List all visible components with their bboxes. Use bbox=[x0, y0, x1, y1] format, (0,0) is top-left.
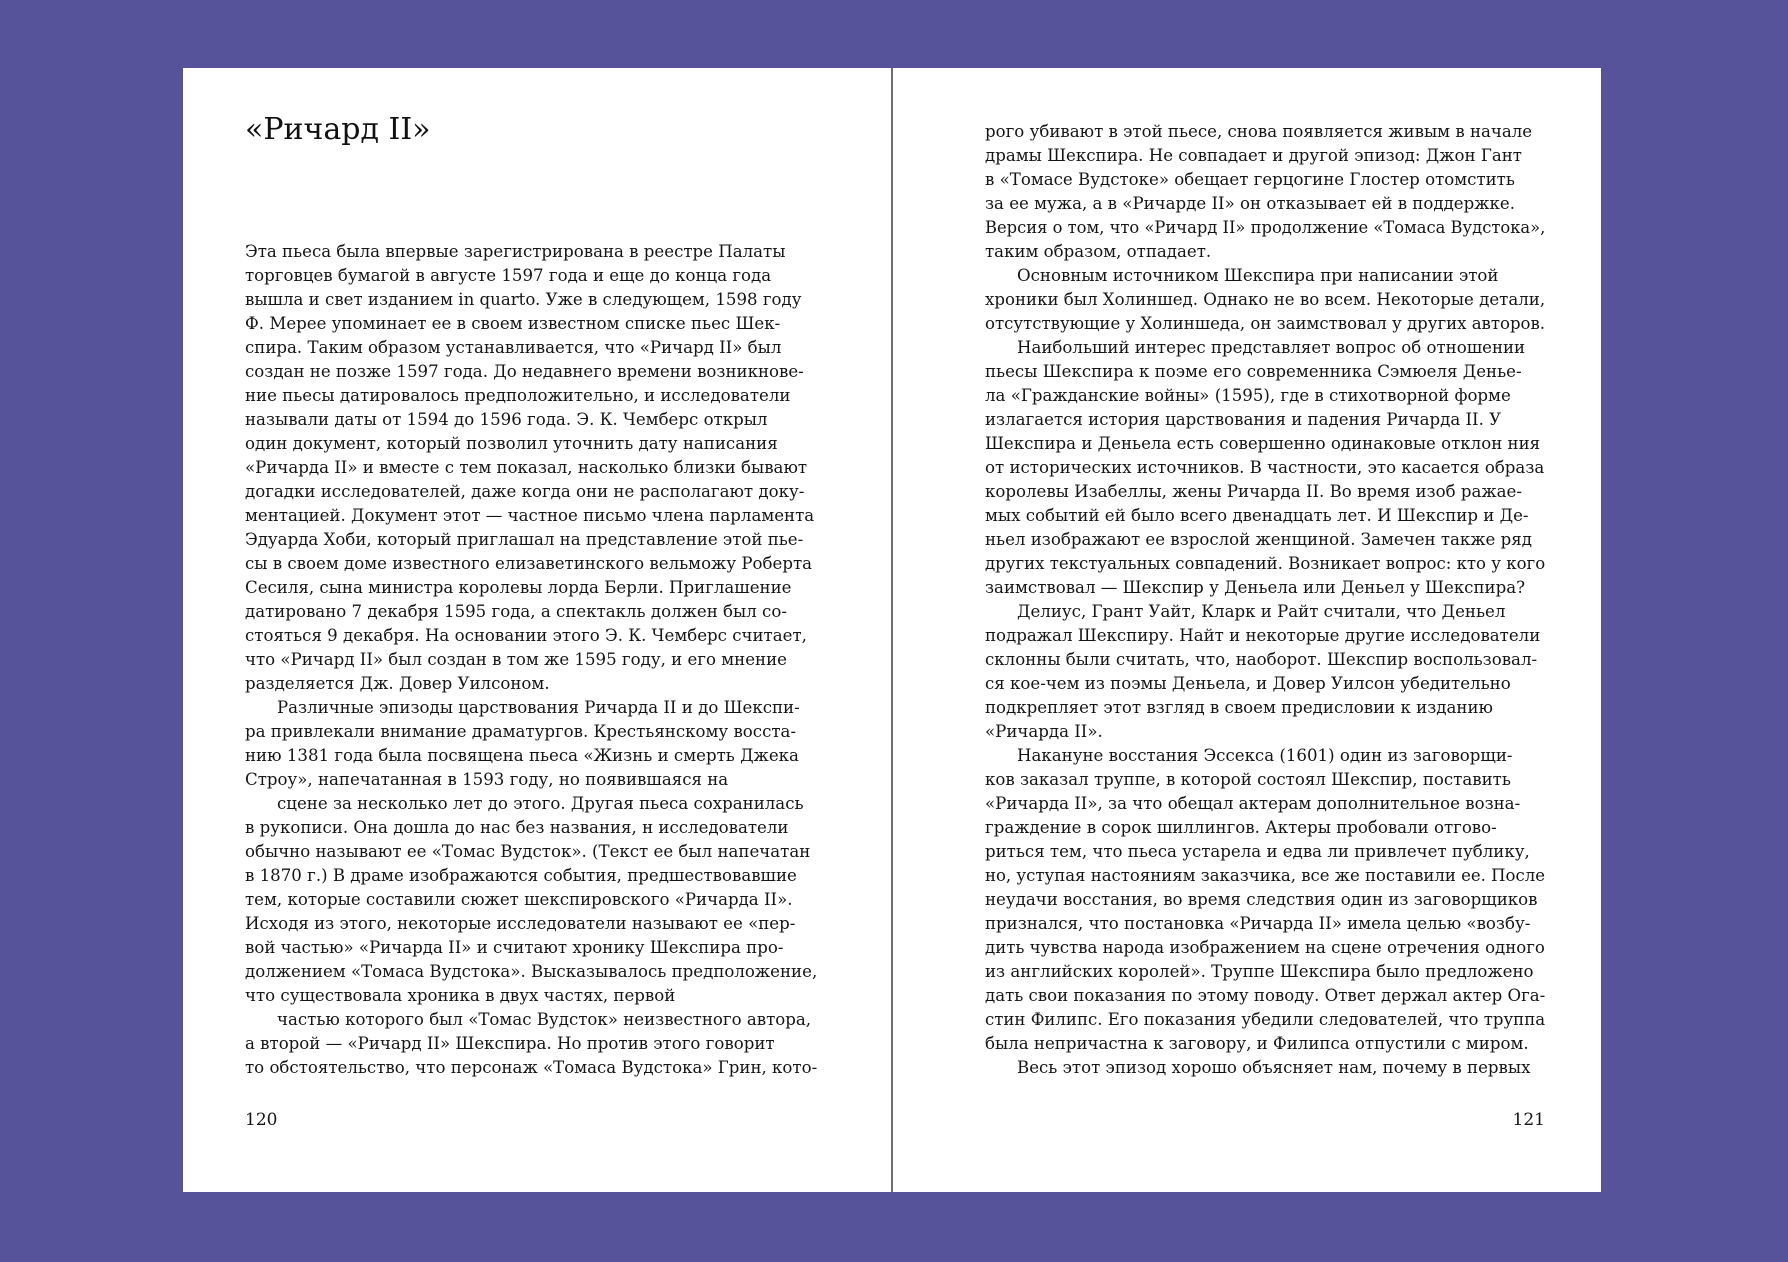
text-line: неудачи восстания, во время следствия один из заговорщиков bbox=[985, 890, 1538, 909]
text-line: драмы Шекспира. Не совпадает и другой эпизод: Джон Гант bbox=[985, 146, 1522, 165]
text-line: а второй — «Ричард II» Шекспира. Но против этого говорит bbox=[245, 1034, 775, 1053]
text-line: тем, которые составили сюжет шекспировского «Ричарда II». bbox=[245, 890, 793, 909]
text-line: отсутствующие у Холиншеда, он заимствовал у других авторов. bbox=[985, 314, 1546, 333]
chapter-title: «Ричард II» bbox=[245, 112, 431, 147]
text-line: Исходя из этого, некоторые исследователи называют ее «пер- bbox=[245, 914, 796, 933]
text-line: но, уступая настояниям заказчика, все же поставили ее. После bbox=[985, 866, 1545, 885]
book-spread bbox=[183, 68, 1601, 1192]
text-line: вой частью» «Ричарда II» и считают хронику Шекспира про- bbox=[245, 938, 784, 957]
text-line: дать свои показания по этому поводу. Ответ держал актер Ога- bbox=[985, 986, 1546, 1005]
text-line: частью которого был «Томас Вудсток» неизвестного автора, bbox=[277, 1010, 812, 1029]
page-number-right: 121 bbox=[1512, 1110, 1545, 1130]
text-line: «Ричарда II» и вместе с тем показал, насколько близки бывают bbox=[245, 458, 808, 477]
text-line: Строу», напечатанная в 1593 году, но появившаяся на bbox=[245, 770, 729, 789]
text-line: таким образом, отпадает. bbox=[985, 242, 1212, 261]
text-line: ментацией. Документ этот — частное письмо члена парламента bbox=[245, 506, 815, 525]
text-line: обычно называют ее «Томас Вудсток». (Текст ее был напечатан bbox=[245, 842, 811, 861]
text-line: Ф. Мерее упоминает ее в своем известном списке пьес Шек- bbox=[245, 314, 781, 333]
page-gutter bbox=[891, 68, 893, 1192]
text-line: Эдуарда Хоби, который приглашал на представление этой пье- bbox=[245, 530, 804, 549]
text-line: Делиус, Грант Уайт, Кларк и Райт считали, что Деньел bbox=[1017, 602, 1506, 621]
right-page bbox=[985, 68, 1545, 1192]
text-line: «Ричарда II». bbox=[985, 722, 1103, 741]
text-line: из английских королей». Труппе Шекспира было предложено bbox=[985, 962, 1534, 981]
text-line: королевы Изабеллы, жены Ричарда II. Во время изоб ражае- bbox=[985, 482, 1522, 501]
right-page-body bbox=[985, 120, 1545, 1080]
text-line: Эта пьеса была впервые зарегистрирована в реестре Палаты bbox=[245, 242, 786, 261]
text-line: разделяется Дж. Довер Уилсоном. bbox=[245, 674, 550, 693]
text-line: ньел изображают ее взрослой женщиной. Замечен также ряд bbox=[985, 530, 1532, 549]
text-line: должением «Томаса Вудстока». Высказывалось предположение, bbox=[245, 962, 818, 981]
left-page bbox=[245, 68, 825, 1192]
text-line: спира. Таким образом устанавливается, что «Ричард II» был bbox=[245, 338, 782, 357]
text-line: «Ричарда II», за что обещал актерам дополнительное возна- bbox=[985, 794, 1521, 813]
text-line: ков заказал труппе, в которой состоял Шекспир, поставить bbox=[985, 770, 1511, 789]
text-line: других текстуальных совпадений. Возникает вопрос: кто у кого bbox=[985, 554, 1546, 573]
text-line: хроники был Холиншед. Однако не во всем. Некоторые детали, bbox=[985, 290, 1546, 309]
text-line: Весь этот эпизод хорошо объясняет нам, почему в первых bbox=[1017, 1058, 1531, 1077]
text-line: Шекспира и Деньела есть совершенно одинаковые отклон ния bbox=[985, 434, 1541, 453]
text-line: датировано 7 декабря 1595 года, а спектакль должен был со- bbox=[245, 602, 787, 621]
text-line: подкрепляет этот взгляд в своем предисловии к изданию bbox=[985, 698, 1493, 717]
text-line: в 1870 г.) В драме изображаются события, предшествовавшие bbox=[245, 866, 797, 885]
text-line: от исторических источников. В частности, это касается образа bbox=[985, 458, 1545, 477]
text-line: один документ, который позволил уточнить дату написания bbox=[245, 434, 778, 453]
text-line: склонны были считать, что, наоборот. Шекспир воспользовал- bbox=[985, 650, 1538, 669]
text-line: Накануне восстания Эссекса (1601) один из заговорщи- bbox=[1017, 746, 1513, 765]
left-page-body bbox=[245, 240, 825, 1080]
text-line: сцене за несколько лет до этого. Другая пьеса сохранилась bbox=[277, 794, 804, 813]
text-line: риться тем, что пьеса устарела и едва ли привлечет публику, bbox=[985, 842, 1530, 861]
text-line: признался, что постановка «Ричарда II» имела целью «возбу- bbox=[985, 914, 1531, 933]
text-line: то обстоятельство, что персонаж «Томаса Вудстока» Грин, кото- bbox=[245, 1058, 818, 1077]
text-line: догадки исследователей, даже когда они не располагают доку- bbox=[245, 482, 805, 501]
text-line: Сесиля, сына министра королевы лорда Берли. Приглашение bbox=[245, 578, 792, 597]
text-line: пьесы Шекспира к поэме его современника Сэмюеля Деньe- bbox=[985, 362, 1522, 381]
text-line: рого убивают в этой пьесе, снова появляется живым в начале bbox=[985, 122, 1533, 141]
text-line: что существовала хроника в двух частях, первой bbox=[245, 986, 676, 1005]
text-line: что «Ричард II» был создан в том же 1595 году, и его мнение bbox=[245, 650, 787, 669]
text-line: нию 1381 года была посвящена пьеса «Жизнь и смерть Джека bbox=[245, 746, 799, 765]
text-line: граждение в сорок шиллингов. Актеры пробовали отгово- bbox=[985, 818, 1497, 837]
text-line: торговцев бумагой в августе 1597 года и еще до конца года bbox=[245, 266, 772, 285]
text-line: Версия о том, что «Ричард II» продолжение «Томаса Вудстока», bbox=[985, 218, 1546, 237]
text-line: стин Филипс. Его показания убедили следователей, что труппа bbox=[985, 1010, 1546, 1029]
text-line: подражал Шекспиру. Найт и некоторые другие исследователи bbox=[985, 626, 1541, 645]
text-line: называли даты от 1594 до 1596 года. Э. К. Чемберс открыл bbox=[245, 410, 768, 429]
text-line: ся кое-чем из поэмы Деньела, и Довер Уилсон убедительно bbox=[985, 674, 1511, 693]
text-line: дить чувства народа изображением на сцене отречения одного bbox=[985, 938, 1545, 957]
text-line: вышла и свет изданием in quarto. Уже в следующем, 1598 году bbox=[245, 290, 802, 309]
text-line: ние пьесы датировалось предположительно, и исследователи bbox=[245, 386, 791, 405]
text-line: Различные эпизоды царствования Ричарда II и до Шекспи- bbox=[277, 698, 800, 717]
page-number-left: 120 bbox=[245, 1110, 278, 1130]
text-line: ла «Гражданские войны» (1595), где в стихотворной форме bbox=[985, 386, 1511, 405]
text-line: в рукописи. Она дошла до нас без названия, н исследователи bbox=[245, 818, 789, 837]
text-line: сы в своем доме известного елизаветинского вельможу Роберта bbox=[245, 554, 813, 573]
text-line: ра привлекали внимание драматургов. Крестьянскому восста- bbox=[245, 722, 797, 741]
text-line: излагается история царствования и падения Ричарда II. У bbox=[985, 410, 1502, 429]
text-line: была непричастна к заговору, и Филипса отпустили с миром. bbox=[985, 1034, 1529, 1053]
text-line: за ее мужа, а в «Ричарде II» он отказывает ей в поддержке. bbox=[985, 194, 1515, 213]
text-line: стояться 9 декабря. На основании этого Э. К. Чемберс считает, bbox=[245, 626, 807, 645]
text-line: Основным источником Шекспира при написании этой bbox=[1017, 266, 1499, 285]
text-line: в «Томасе Вудстоке» обещает герцогине Глостер отомстить bbox=[985, 170, 1515, 189]
text-line: Наибольший интерес представляет вопрос об отношении bbox=[1017, 338, 1526, 357]
text-line: создан не позже 1597 года. До недавнего времени возникнове- bbox=[245, 362, 804, 381]
text-line: заимствовал — Шекспир у Деньела или Деньел у Шекспира? bbox=[985, 578, 1526, 597]
text-line: мых событий ей было всего двенадцать лет. И Шекспир и Де- bbox=[985, 506, 1529, 525]
